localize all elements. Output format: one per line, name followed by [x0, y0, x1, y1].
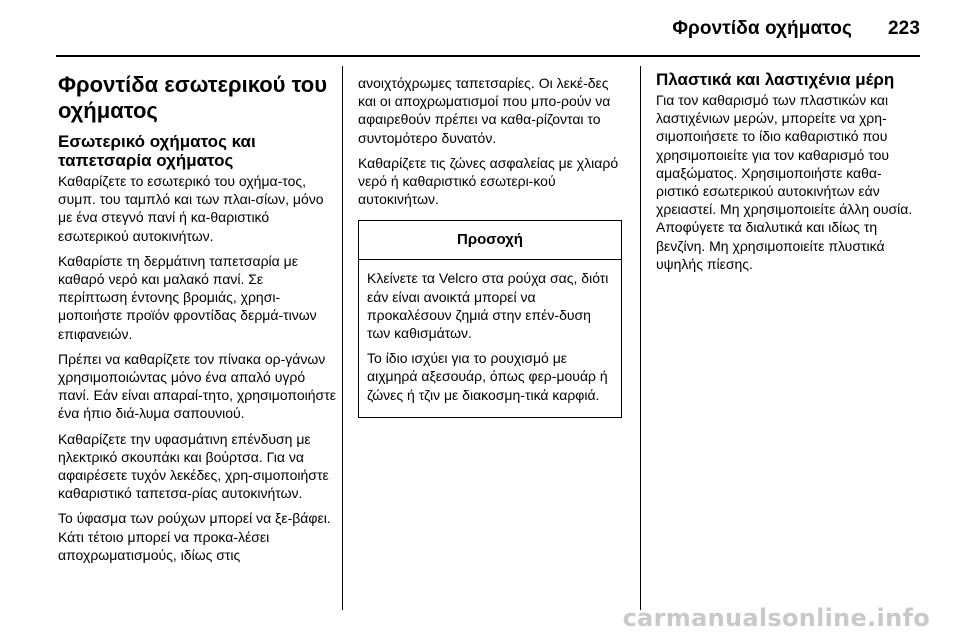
column-divider	[640, 66, 641, 610]
column-divider	[342, 66, 343, 610]
paragraph: Πρέπει να καθαρίζετε τον πίνακα ορ-γάνων χρησιμοποιώντας μόνο ένα απαλό υγρό πανί. Εάν είναι απαραί-τητο, χρησιμοποιήστε ένα ήπιο διά-λυμα σαπουνιού.	[58, 350, 336, 422]
header-rule	[56, 55, 920, 57]
paragraph: ανοιχτόχρωμες ταπετσαρίες. Οι λεκέ-δες και οι αποχρωματισμοί που μπο-ρούν να αφαιρεθούν πρέπει να καθα-ρίζονται το συντομότερο δυνατόν.	[358, 75, 611, 146]
caution-paragraph: Το ίδιο ισχύει για το ρουχισμό με αιχμηρά αξεσουάρ, όπως φερ-μουάρ ή ζώνες ή τζιν με διακοσμη-τικά καρφιά.	[367, 350, 608, 403]
paragraph: Καθαρίστε τη δερμάτινη ταπετσαρία με καθαρό νερό και μαλακό πανί. Σε περίπτωση έντονης βρομιάς, χρησι-μοποιήστε προϊόν φροντίδας δερμά-τινων επιφανειών.	[58, 252, 317, 342]
column-right	[656, 70, 924, 280]
caution-title: Προσοχή	[359, 221, 621, 260]
column-left	[58, 72, 336, 571]
paragraph: Καθαρίζετε την υφασμάτινη επένδυση με ηλεκτρικό σκουπάκι και βούρτσα. Για να αφαιρέσετε τυχόν λεκέδες, χρη-σιμοποιήστε καθαριστικό ταπετσα-ρίας αυτοκινήτων.	[58, 430, 329, 502]
caution-paragraph: Κλείνετε τα Velcro στα ρούχα σας, διότι εάν είναι ανοικτά μπορεί να προκαλέσουν ζημιά στην επέν-δυση των καθισμάτων.	[367, 270, 609, 342]
paragraph: Για τον καθαρισμό των πλαστικών και λαστιχένιων μερών, μπορείτε να χρη-σιμοποιήσετε το ίδιο καθαριστικό που χρησιμοποιείτε για τον καθαρισμό του αμαξώματος. Χρησιμοποιήστε καθα-ριστικό εσωτερικού αυτοκινήτων εάν χρειαστεί. Μη χρησιμοποιείτε άλλη ουσία. Αποφύγετε τα διαλυτικά και ιδίως τη βενζίνη. Μη χρησιμοποιείτε πλυστικά υψηλής πίεσης.	[656, 92, 913, 272]
column-middle	[358, 74, 626, 418]
section-heading: Φροντίδα εσωτερικού του οχήματος	[58, 72, 328, 123]
caution-box	[358, 220, 622, 417]
subsection-heading: Εσωτερικό οχήματος και ταπετσαρία οχήματος	[58, 132, 256, 170]
caution-body	[359, 260, 621, 416]
page-number: 223	[887, 18, 920, 39]
subsection-heading: Πλαστικά και λαστιχένια μέρη	[656, 70, 895, 89]
watermark: carmanualsonline.info	[622, 604, 930, 632]
paragraph: Καθαρίζετε το εσωτερικό του οχήμα-τος, συμπ. του ταμπλό και των πλαι-σίων, μόνο με ένα στεγνό πανί ή κα-θαριστικό εσωτερικού αυτοκινήτων.	[58, 173, 324, 244]
header-title: Φροντίδα οχήματος	[672, 18, 852, 39]
paragraph: Το ύφασμα των ρούχων μπορεί να ξε-βάφει. Κάτι τέτοιο μπορεί να προκα-λέσει αποχρωματισμούς, ιδίως στις	[58, 510, 331, 563]
paragraph: Καθαρίζετε τις ζώνες ασφαλείας με χλιαρό νερό ή καθαριστικό εσωτερι-κού αυτοκινήτων.	[358, 154, 619, 208]
running-header	[0, 18, 920, 40]
